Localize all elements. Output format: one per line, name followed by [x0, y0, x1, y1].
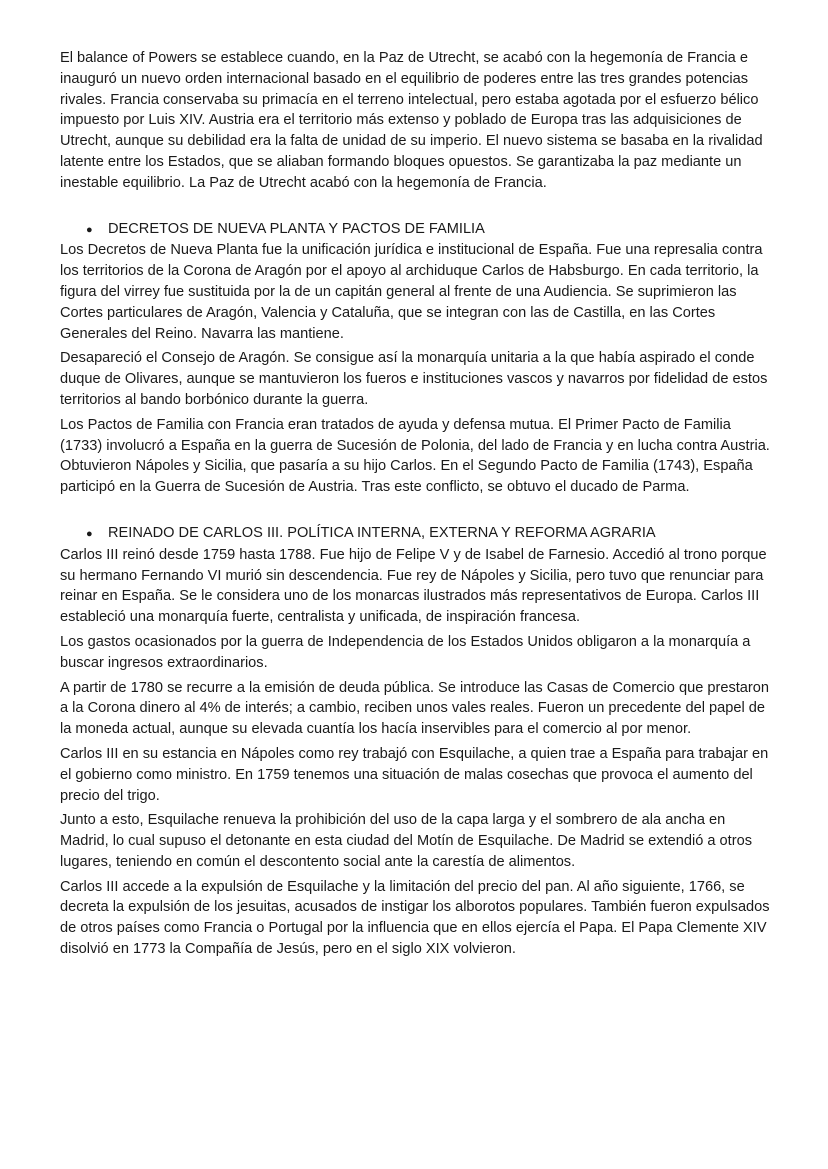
document-page: [60, 48, 776, 964]
heading-text: DECRETOS DE NUEVA PLANTA Y PACTOS DE FAMILIA: [108, 220, 485, 237]
paragraph-gastos-guerra: Los gastos ocasionados por la guerra de Independencia de los Estados Unidos obligaron a la monarquía a buscar ingresos extraordinarios.: [60, 633, 751, 671]
bullet-icon: ●: [86, 527, 93, 540]
bullet-icon: ●: [86, 223, 93, 236]
paragraph-consejo-aragon: Desapareció el Consejo de Aragón. Se consigue así la monarquía unitaria a la que había aspirado el conde duque de Olivares, aunque se mantuvieron los fueros e instituciones vascos y navarros por fidelidad de estos territorios al bando borbónico durante la guerra.: [60, 350, 768, 408]
heading-text: REINADO DE CARLOS III. POLÍTICA INTERNA, EXTERNA Y REFORMA AGRARIA: [108, 524, 656, 541]
paragraph-balance-of-powers: El balance of Powers se establece cuando, en la Paz de Utrecht, se acabó con la hegemonía de Francia e inauguró un nuevo orden internacional basado en el equilibrio de poderes entre las tres grandes potencias rivales. Francia conservaba su primacía en el terreno intelectual, pero estaba agotada por el esfuerzo bélico impuesto por Luis XIV. Austria era el territorio más extenso y poblado de Europa tras las adquisiciones de Utrecht, aunque su debilidad era la falta de unidad de su imperio. El nuevo sistema se basaba en la rivalidad latente entre los Estados, que se aliaban formando bloques opuestos. Se garantizaba la paz mediante un inestable equilibrio. La Paz de Utrecht acabó con la hegemonía de Francia.: [60, 50, 763, 191]
paragraph-carlos-iii-reinado: Carlos III reinó desde 1759 hasta 1788. Fue hijo de Felipe V y de Isabel de Farnesio. Accedió al trono porque su hermano Fernando VI murió sin descendencia. Fue rey de Nápoles y Sicilia, pero tuvo que renunciar para reinar en España. Se le considera uno de los monarcas ilustrados más representativos de Europa. Carlos III estableció una monarquía fuerte, centralista y unificada, de inspiración francesa.: [60, 546, 767, 626]
section-heading-decretos: [60, 219, 776, 241]
paragraph-decretos: Los Decretos de Nueva Planta fue la unificación jurídica e institucional de España. Fue una represalia contra los territorios de la Corona de Aragón por el apoyo al archiduque Carlos de Habsburgo. En cada territorio, la figura del virrey fue sustituida por la de un capitán general al frente de una Audiencia. Se suprimieron las Cortes particulares de Aragón, Valencia y Cataluña, que se integran con las de Castilla, en las Cortes Generales del Reino. Navarra las mantiene.: [60, 242, 763, 342]
paragraph-deuda-publica: A partir de 1780 se recurre a la emisión de deuda pública. Se introduce las Casas de Comercio que prestaron a la Corona dinero al 4% de interés; a cambio, reciben unos vales reales. Fueron un precedente del papel de la moneda actual, aunque su elevada cuantía los hacía inservibles para el comercio al por menor.: [60, 679, 770, 738]
paragraph-motin: Junto a esto, Esquilache renueva la prohibición del uso de la capa larga y el sombrero de ala ancha en Madrid, lo cual supuso el detonante en esta ciudad del Motín de Esquilache. De Madrid se extendió a otros lugares, teniendo en común el descontento social ante la carestía de alimentos.: [60, 812, 753, 870]
paragraph-pactos-familia: Los Pactos de Familia con Francia eran tratados de ayuda y defensa mutua. El Primer Pacto de Familia (1733) involucró a España en la guerra de Sucesión de Polonia, del lado de Francia y en lucha contra Austria. Obtuvieron Nápoles y Sicilia, que pasaría a su hijo Carlos. En el Segundo Pacto de Familia (1743), España participó en la Guerra de Sucesión de Austria. Tras este conflicto, se obtuvo el ducado de Parma.: [60, 416, 770, 496]
paragraph-expulsion-jesuitas: Carlos III accede a la expulsión de Esquilache y la limitación del precio del pan. Al año siguiente, 1766, se decreta la expulsión de los jesuitas, acusados de instigar los alborotos populares. También fueron expulsados de otros países como Francia o Portugal por la influencia que en ellos ejercía el Papa. El Papa Clemente XIV disolvió en 1773 la Compañía de Jesús, pero en el siglo XIX volvieron.: [60, 878, 770, 958]
section-heading-carlos-iii: [60, 523, 776, 545]
paragraph-esquilache: Carlos III en su estancia en Nápoles como rey trabajó con Esquilache, a quien trae a España para trabajar en el gobierno como ministro. En 1759 tenemos una situación de malas cosechas que provoca el aumento del precio del trigo.: [60, 745, 769, 804]
